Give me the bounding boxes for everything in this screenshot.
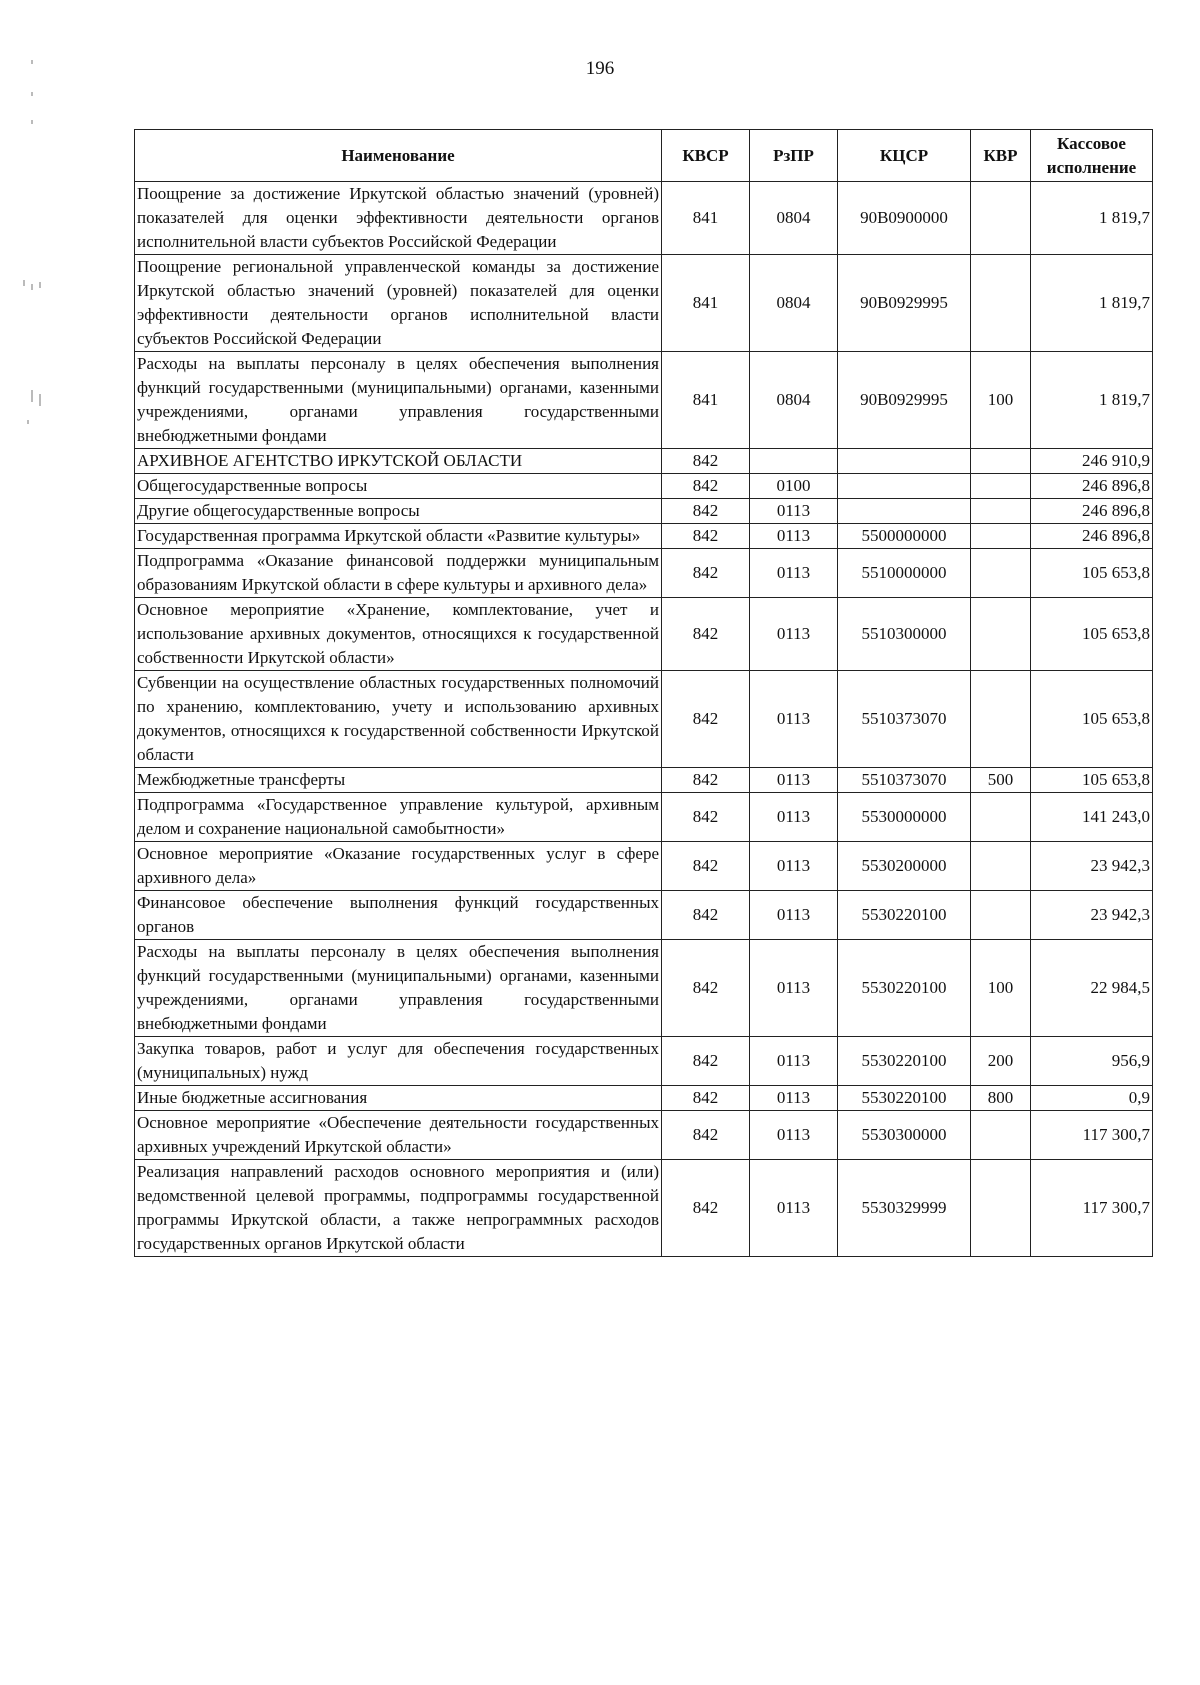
cell-kvsr: 842	[662, 671, 750, 768]
cell-rzpr: 0113	[750, 1111, 838, 1160]
scan-edge-marks	[18, 40, 48, 460]
cell-kvr	[971, 891, 1031, 940]
cell-kvsr: 841	[662, 182, 750, 255]
cell-amount: 1 819,7	[1031, 255, 1153, 352]
table-row	[135, 842, 1153, 891]
cell-kvr	[971, 499, 1031, 524]
header-kvr: КВР	[971, 130, 1031, 182]
cell-name: Поощрение за достижение Иркутской областью значений (уровней) показателей для оценки эффективности деятельности органов исполнительной власти субъектов Российской Федерации	[135, 182, 662, 255]
table-row	[135, 449, 1153, 474]
header-kcsr: КЦСР	[838, 130, 971, 182]
table-header-row	[135, 130, 1153, 182]
cell-amount: 141 243,0	[1031, 793, 1153, 842]
cell-kvr: 100	[971, 940, 1031, 1037]
cell-amount: 246 896,8	[1031, 499, 1153, 524]
cell-kvsr: 842	[662, 842, 750, 891]
cell-kvsr: 842	[662, 768, 750, 793]
cell-kcsr: 5530220100	[838, 891, 971, 940]
cell-rzpr: 0113	[750, 768, 838, 793]
cell-name: Субвенции на осуществление областных государственных полномочий по хранению, комплектованию, учету и использованию архивных документов, относящихся к государственной собственности Иркутской области	[135, 671, 662, 768]
cell-name: Основное мероприятие «Оказание государственных услуг в сфере архивного дела»	[135, 842, 662, 891]
table-body	[135, 182, 1153, 1257]
budget-table	[134, 129, 1153, 1257]
cell-kvr: 800	[971, 1086, 1031, 1111]
table-row	[135, 549, 1153, 598]
cell-kvr	[971, 549, 1031, 598]
cell-rzpr: 0804	[750, 352, 838, 449]
cell-name: Основное мероприятие «Хранение, комплектование, учет и использование архивных документов, относящихся к государственной собственности Иркутской области»	[135, 598, 662, 671]
cell-kvr: 200	[971, 1037, 1031, 1086]
cell-amount: 105 653,8	[1031, 549, 1153, 598]
cell-name: Закупка товаров, работ и услуг для обеспечения государственных (муниципальных) нужд	[135, 1037, 662, 1086]
cell-rzpr: 0113	[750, 499, 838, 524]
cell-kvsr: 842	[662, 1160, 750, 1257]
cell-name: Другие общегосударственные вопросы	[135, 499, 662, 524]
cell-kcsr	[838, 474, 971, 499]
cell-kcsr: 5510373070	[838, 671, 971, 768]
cell-kvr	[971, 1160, 1031, 1257]
cell-kvsr: 842	[662, 891, 750, 940]
cell-kvr	[971, 1111, 1031, 1160]
cell-kvsr: 842	[662, 549, 750, 598]
table-row	[135, 1111, 1153, 1160]
cell-name: Межбюджетные трансферты	[135, 768, 662, 793]
cell-name: Подпрограмма «Государственное управление культурой, архивным делом и сохранение национальной самобытности»	[135, 793, 662, 842]
cell-kvsr: 842	[662, 940, 750, 1037]
cell-name: Расходы на выплаты персоналу в целях обеспечения выполнения функций государственными (муниципальными) органами, казенными учреждениями, органами управления государственными внебюджетными фондами	[135, 940, 662, 1037]
cell-rzpr: 0113	[750, 842, 838, 891]
header-rzpr: РзПР	[750, 130, 838, 182]
cell-rzpr: 0113	[750, 598, 838, 671]
table-row	[135, 352, 1153, 449]
cell-kcsr: 5500000000	[838, 524, 971, 549]
cell-name: Общегосударственные вопросы	[135, 474, 662, 499]
cell-kvsr: 841	[662, 352, 750, 449]
cell-kvr	[971, 474, 1031, 499]
cell-kcsr: 5530220100	[838, 1037, 971, 1086]
cell-amount: 105 653,8	[1031, 598, 1153, 671]
cell-amount: 117 300,7	[1031, 1111, 1153, 1160]
table-row	[135, 524, 1153, 549]
cell-kcsr	[838, 499, 971, 524]
cell-name: АРХИВНОЕ АГЕНТСТВО ИРКУТСКОЙ ОБЛАСТИ	[135, 449, 662, 474]
cell-kcsr: 5530220100	[838, 1086, 971, 1111]
cell-kcsr: 5510300000	[838, 598, 971, 671]
cell-rzpr: 0113	[750, 1037, 838, 1086]
cell-kcsr	[838, 449, 971, 474]
cell-kvsr: 842	[662, 449, 750, 474]
cell-name: Иные бюджетные ассигнования	[135, 1086, 662, 1111]
cell-kvr: 500	[971, 768, 1031, 793]
cell-kvr	[971, 671, 1031, 768]
table-row	[135, 598, 1153, 671]
cell-rzpr: 0113	[750, 671, 838, 768]
cell-kvsr: 842	[662, 499, 750, 524]
cell-kvsr: 842	[662, 1037, 750, 1086]
cell-kcsr: 5510000000	[838, 549, 971, 598]
cell-rzpr: 0113	[750, 524, 838, 549]
cell-name: Государственная программа Иркутской области «Развитие культуры»	[135, 524, 662, 549]
cell-kcsr: 5530329999	[838, 1160, 971, 1257]
cell-kcsr: 5530220100	[838, 940, 971, 1037]
cell-amount: 1 819,7	[1031, 182, 1153, 255]
cell-kvsr: 842	[662, 793, 750, 842]
cell-amount: 956,9	[1031, 1037, 1153, 1086]
cell-rzpr	[750, 449, 838, 474]
header-kassa: Кассовое исполнение	[1031, 130, 1153, 182]
table-row	[135, 1086, 1153, 1111]
cell-kvsr: 841	[662, 255, 750, 352]
cell-amount: 246 910,9	[1031, 449, 1153, 474]
cell-rzpr: 0113	[750, 1086, 838, 1111]
cell-rzpr: 0804	[750, 182, 838, 255]
cell-kvr	[971, 449, 1031, 474]
table-row	[135, 671, 1153, 768]
header-name: Наименование	[135, 130, 662, 182]
cell-kvr	[971, 524, 1031, 549]
cell-kcsr: 90В0929995	[838, 255, 971, 352]
cell-kcsr: 5510373070	[838, 768, 971, 793]
cell-name: Реализация направлений расходов основного мероприятия и (или) ведомственной целевой программы, подпрограммы государственной программы Иркутской области, а также непрограммных расходов государственных органов Иркутской области	[135, 1160, 662, 1257]
cell-rzpr: 0100	[750, 474, 838, 499]
cell-amount: 22 984,5	[1031, 940, 1153, 1037]
cell-amount: 105 653,8	[1031, 671, 1153, 768]
cell-kvr: 100	[971, 352, 1031, 449]
cell-rzpr: 0113	[750, 891, 838, 940]
cell-name: Финансовое обеспечение выполнения функций государственных органов	[135, 891, 662, 940]
table-row	[135, 1037, 1153, 1086]
cell-name: Расходы на выплаты персоналу в целях обеспечения выполнения функций государственными (муниципальными) органами, казенными учреждениями, органами управления государственными внебюджетными фондами	[135, 352, 662, 449]
table-row	[135, 255, 1153, 352]
cell-name: Поощрение региональной управленческой команды за достижение Иркутской областью значений (уровней) показателей для оценки эффективности деятельности органов исполнительной власти субъектов Российской Федерации	[135, 255, 662, 352]
cell-rzpr: 0113	[750, 1160, 838, 1257]
cell-rzpr: 0113	[750, 793, 838, 842]
cell-kvr	[971, 182, 1031, 255]
header-kvsr: КВСР	[662, 130, 750, 182]
table-row	[135, 940, 1153, 1037]
cell-kvsr: 842	[662, 524, 750, 549]
cell-amount: 117 300,7	[1031, 1160, 1153, 1257]
table-row	[135, 182, 1153, 255]
cell-rzpr: 0113	[750, 549, 838, 598]
cell-amount: 1 819,7	[1031, 352, 1153, 449]
cell-rzpr: 0804	[750, 255, 838, 352]
page-number: 196	[585, 58, 615, 79]
table-row	[135, 793, 1153, 842]
cell-amount: 23 942,3	[1031, 842, 1153, 891]
cell-rzpr: 0113	[750, 940, 838, 1037]
cell-amount: 23 942,3	[1031, 891, 1153, 940]
cell-kvr	[971, 598, 1031, 671]
cell-name: Подпрограмма «Оказание финансовой поддержки муниципальным образованиям Иркутской области в сфере культуры и архивного дела»	[135, 549, 662, 598]
cell-kvsr: 842	[662, 598, 750, 671]
table-row	[135, 1160, 1153, 1257]
cell-amount: 246 896,8	[1031, 524, 1153, 549]
cell-kvr	[971, 842, 1031, 891]
table-row	[135, 768, 1153, 793]
table-row	[135, 474, 1153, 499]
cell-amount: 246 896,8	[1031, 474, 1153, 499]
cell-kcsr: 90В0929995	[838, 352, 971, 449]
cell-name: Основное мероприятие «Обеспечение деятельности государственных архивных учреждений Иркутской области»	[135, 1111, 662, 1160]
cell-amount: 105 653,8	[1031, 768, 1153, 793]
cell-kcsr: 90В0900000	[838, 182, 971, 255]
cell-kcsr: 5530200000	[838, 842, 971, 891]
cell-kvsr: 842	[662, 1086, 750, 1111]
cell-kvr	[971, 255, 1031, 352]
cell-kcsr: 5530300000	[838, 1111, 971, 1160]
table-row	[135, 891, 1153, 940]
table-row	[135, 499, 1153, 524]
cell-kcsr: 5530000000	[838, 793, 971, 842]
cell-kvsr: 842	[662, 474, 750, 499]
cell-amount: 0,9	[1031, 1086, 1153, 1111]
cell-kvsr: 842	[662, 1111, 750, 1160]
cell-kvr	[971, 793, 1031, 842]
